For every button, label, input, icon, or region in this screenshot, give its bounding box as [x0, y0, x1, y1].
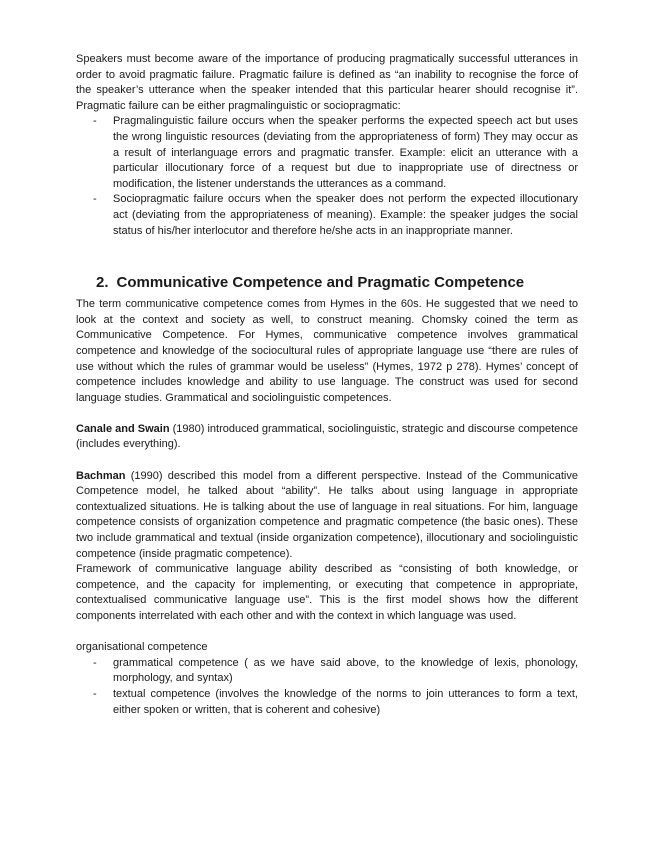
dash-bullet: - [93, 656, 97, 669]
paragraph-text: (1990) described this model from a different perspective. Instead of the Communicative Competence model, he talked about “ability”. He talks about using language in appropriate contextualized situations. He is talking about the use of language in real situations. For him, language competence consists of organization competence and pragmatic competence (the basic ones). These two include grammatical and textual (inside organization competence), illocutionary and sociolinguistic competence (inside pragmatic competence). [76, 469, 578, 560]
list-item-text: textual competence (involves the knowledge of the norms to join utterances to form a text, either spoken or written, that is coherent and cohesive) [113, 687, 578, 716]
section-heading [76, 273, 578, 293]
dash-bullet: - [93, 193, 97, 206]
canale-swain-paragraph [76, 422, 578, 453]
paragraph-text: (1980) introduced grammatical, sociolinguistic, strategic and discourse competence (includes everything). [76, 422, 578, 451]
list-item [93, 687, 578, 718]
intro-paragraph: Speakers must become aware of the importance of producing pragmatically successful utterances in order to avoid pragmatic failure. Pragmatic failure is defined as “an inability to recognise the force of the speaker’s utterance when the speaker intended that this particular hearer should recognise it”. Pragmatic failure can be either pragmalinguistic or sociopragmatic: [76, 53, 578, 112]
list-item-text: Sociopragmatic failure occurs when the speaker does not perform the expected illocutionary act (deviating from the appropriateness of meaning). Example: the speaker judges the social status of his/her interlocutor and therefore he/she acts in an inappropriate manner. [113, 193, 578, 237]
dash-bullet: - [93, 115, 97, 128]
list-item-text: Pragmalinguistic failure occurs when the speaker performs the expected speech act but uses the wrong linguistic resources (deviating from the appropriateness of form) They may occur as a result of interlanguage errors and pragmatic transfer. Example: elicit an utterance with a particular illocutionary force of a request but due to inappropriate use of directness or modification, the listener understands the utterances as a command. [113, 115, 578, 190]
framework-paragraph: Framework of communicative language ability described as “consisting of both knowledge, or competence, and the capacity for implementing, or executing that competence in appropriate, contextualised communicative language use”. This is the first model shows how the different components interrelated with each other and with the context in which language was used. [76, 563, 578, 622]
list-item [93, 192, 578, 239]
failure-list [76, 114, 578, 239]
document-page [76, 52, 578, 718]
author-name: Canale and Swain [76, 422, 170, 435]
organisational-list [76, 656, 578, 718]
list-item [93, 656, 578, 687]
list-item [93, 114, 578, 192]
dash-bullet: - [93, 687, 97, 700]
organisational-label: organisational competence [76, 641, 208, 654]
section-number: 2. [96, 274, 109, 292]
section-title: Communicative Competence and Pragmatic Competence [116, 274, 525, 292]
author-name: Bachman [76, 469, 126, 482]
bachman-paragraph [76, 469, 578, 563]
list-item-text: grammatical competence ( as we have said above, to the knowledge of lexis, phonology, morphology, and syntax) [113, 656, 578, 685]
hymes-paragraph: The term communicative competence comes from Hymes in the 60s. He suggested that we need to look at the context and society as well, to construct meaning. Chomsky coined the term as Communicative Competence. For Hymes, communicative competence involves grammatical competence and knowledge of the sociocultural rules of appropriate language use “there are rules of use without which the rules of grammar would be useless” (Hymes, 1972 p 278). Hymes’ concept of competence includes knowledge and ability to use language. The construct was used for second language studies. Grammatical and sociolinguistic competences. [76, 298, 578, 404]
